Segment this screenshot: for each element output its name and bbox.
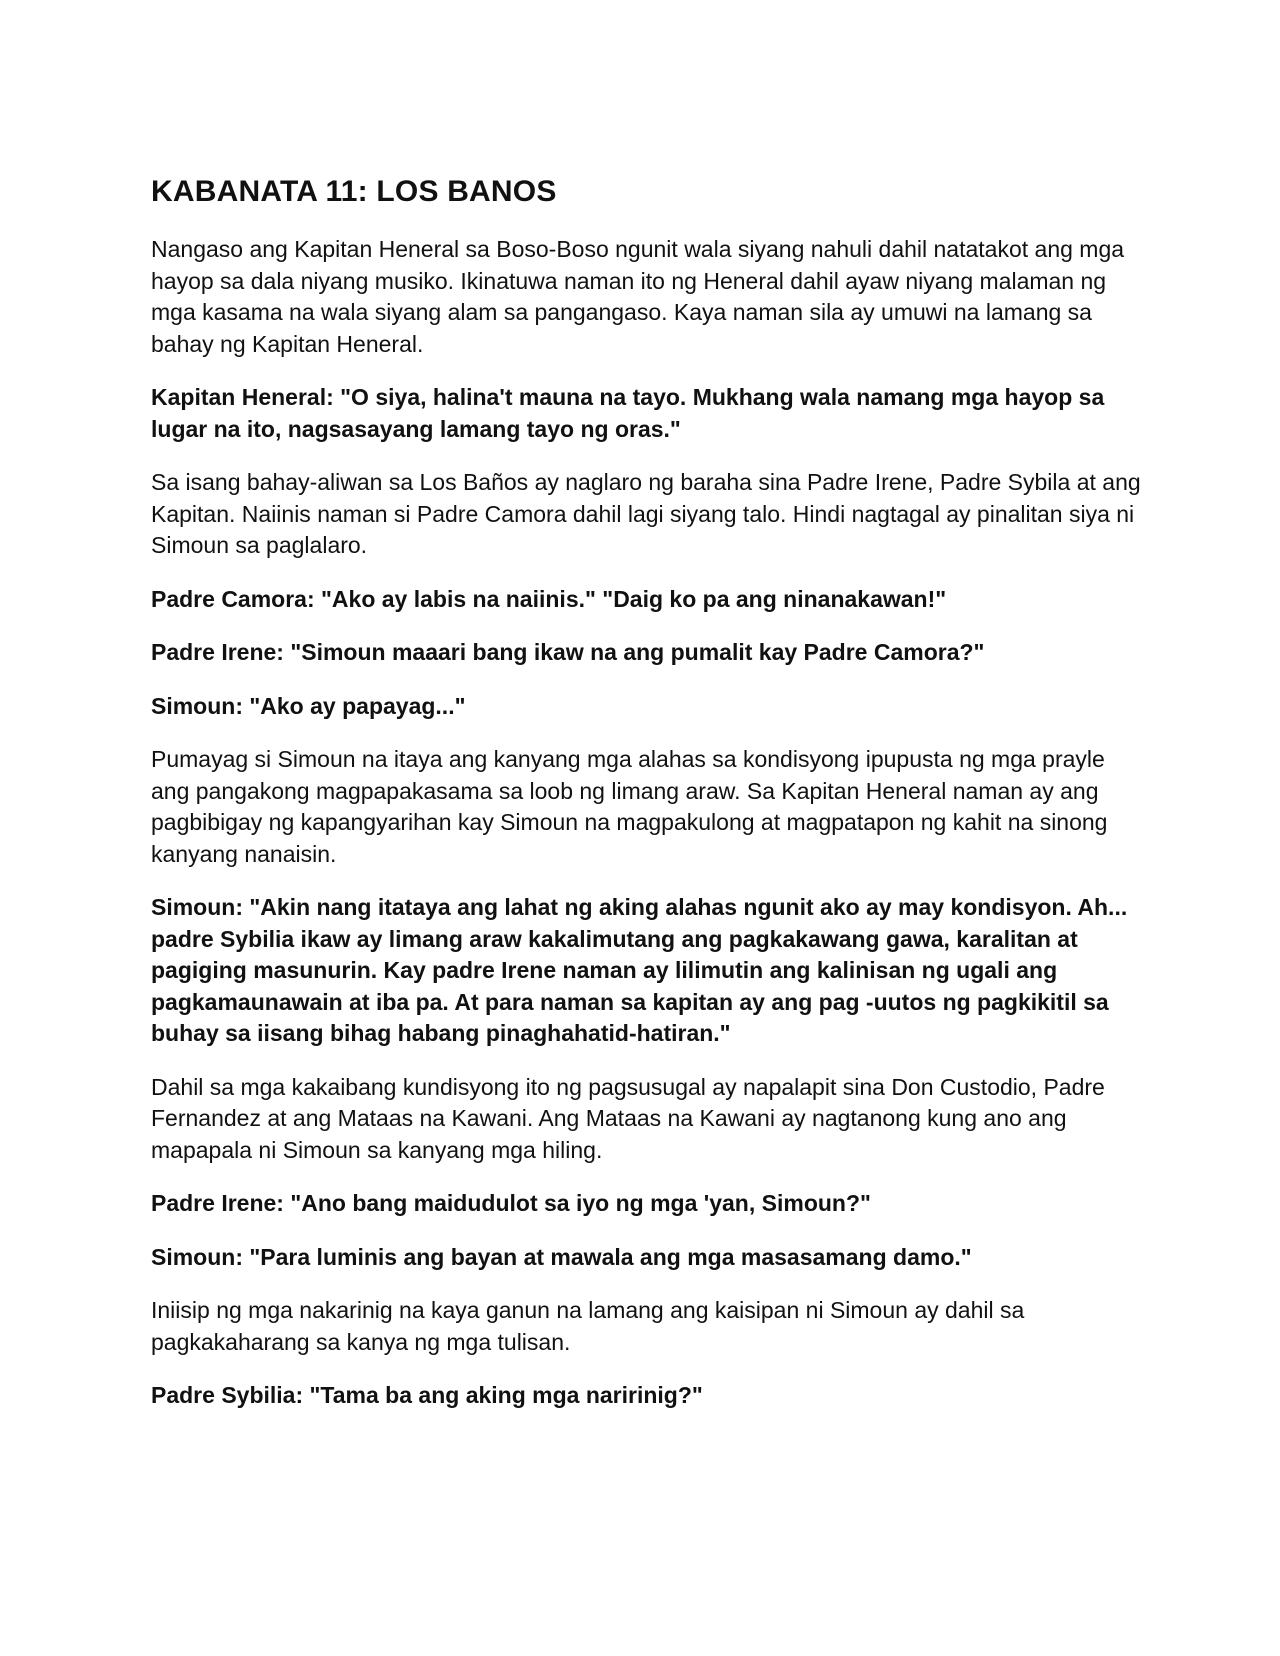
dialogue-line: Simoun: "Akin nang itataya ang lahat ng aking alahas ngunit ako ay may kondisyon. Ah... padre Sybilia ikaw ay limang araw kakalimutang ang pagkakawang gawa, karalitan at pagiging masunurin. Kay padre Irene naman ay lilimutin ang kalinisan ng ugali ang pagkamaunawain at iba pa. At para naman sa kapitan ay ang pag -uutos ng pagkikitil sa buhay sa iisang bihag habang pinaghahatid-hatiran." bbox=[151, 894, 1128, 1046]
dialogue-line: Padre Irene: "Ano bang maidudulot sa iyo ng mga 'yan, Simoun?" bbox=[151, 1190, 871, 1216]
narration-paragraph: Sa isang bahay-aliwan sa Los Baños ay naglaro ng baraha sina Padre Irene, Padre Sybila at ang Kapitan. Naiinis naman si Padre Camora dahil lagi siyang talo. Hindi nagtagal ay pinalitan siya ni Simoun sa paglalaro. bbox=[151, 469, 1141, 558]
narration-paragraph: Dahil sa mga kakaibang kundisyong ito ng pagsusugal ay napalapit sina Don Custodio, Padre Fernandez at ang Mataas na Kawani. Ang Mataas na Kawani ay nagtanong kung ano ang mapapala ni Simoun sa kanyang mga hiling. bbox=[151, 1073, 1105, 1163]
dialogue-line: Padre Sybilia: "Tama ba ang aking mga naririnig?" bbox=[151, 1382, 703, 1408]
dialogue-line: Padre Camora: "Ako ay labis na naiinis." "Daig ko pa ang ninanakawan!" bbox=[151, 585, 947, 612]
dialogue-line: Simoun: "Ako ay papayag..." bbox=[151, 692, 466, 719]
narration-paragraph: Pumayag si Simoun na itaya ang kanyang mga alahas sa kondisyong ipupusta ng mga prayle ang pangakong magpapakasama sa loob ng limang araw. Sa Kapitan Heneral naman ay ang pagbibigay ng kapangyarihan kay Simoun na magpakulong at magpatapon ng kahit na sinong kanyang nanaisin. bbox=[151, 746, 1108, 867]
chapter-title: KABANATA 11: LOS BANOS bbox=[151, 175, 557, 208]
dialogue-line: Simoun: "Para luminis ang bayan at mawala ang mga masasamang damo." bbox=[151, 1243, 972, 1270]
dialogue-line: Padre Irene: "Simoun maaari bang ikaw na ang pumalit kay Padre Camora?" bbox=[151, 639, 985, 665]
document-page bbox=[151, 172, 1141, 1434]
narration-paragraph: Iniisip ng mga nakarinig na kaya ganun na lamang ang kaisipan ni Simoun ay dahil sa pagkakaharang sa kanya ng mga tulisan. bbox=[151, 1297, 1025, 1355]
narration-paragraph: Nangaso ang Kapitan Heneral sa Boso-Boso ngunit wala siyang nahuli dahil natatakot ang mga hayop sa dala niyang musiko. Ikinatuwa naman ito ng Heneral dahil ayaw niyang malaman ng mga kasama na wala siyang alam sa pangangaso. Kaya naman sila ay umuwi na lamang sa bahay ng Kapitan Heneral. bbox=[151, 236, 1125, 357]
dialogue-line: Kapitan Heneral: "O siya, halina't mauna na tayo. Mukhang wala namang mga hayop sa lugar na ito, nagsasayang lamang tayo ng oras." bbox=[151, 384, 1105, 442]
